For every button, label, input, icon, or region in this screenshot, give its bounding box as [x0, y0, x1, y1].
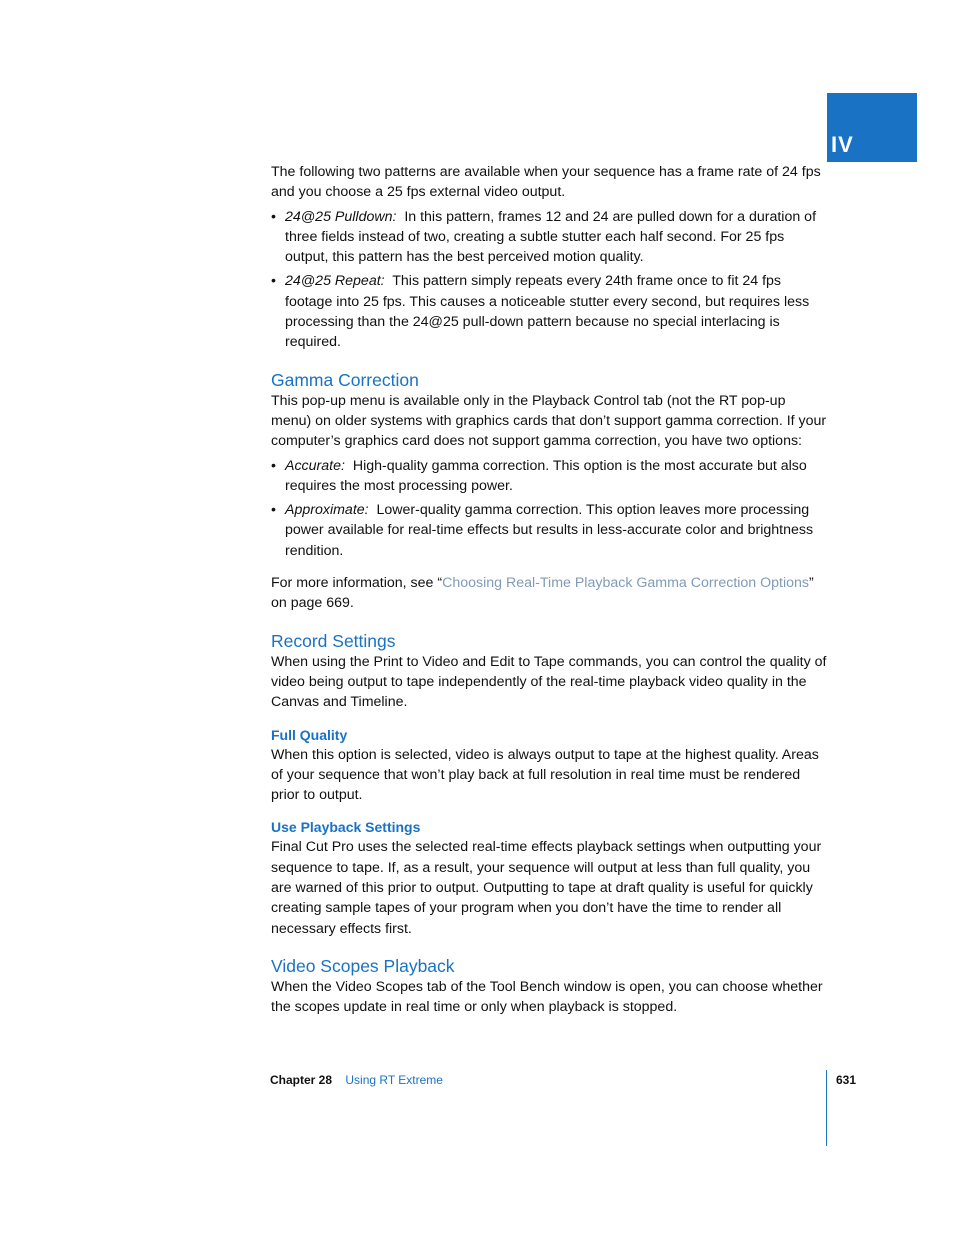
full-quality-paragraph: When this option is selected, video is always output to tape at the highest quality. Areas of your sequence that won’t play back at full resolution in real time must be rendered prior to output. [271, 746, 819, 804]
bullet-icon: • [271, 457, 276, 474]
bullet-icon: • [271, 502, 276, 519]
record-paragraph: When using the Print to Video and Edit to Tape commands, you can control the quality of video being output to tape independently of the real-time playback video quality in the Canvas and Timeline. [271, 653, 827, 711]
list-item [271, 207, 827, 268]
bullet-icon: • [271, 208, 276, 225]
full-quality-heading: Full Quality [271, 726, 348, 743]
list-item-text: In this pattern, frames 12 and 24 are pulled down for a duration of three fields instead of two, creating a subtle stutter each half second. For 25 fps output, this pattern has the best perceived motion quality. [285, 208, 817, 266]
pattern-list [271, 207, 827, 353]
more-info-prefix: For more information, see “ [271, 575, 443, 592]
use-playback-settings-heading: Use Playback Settings [271, 819, 421, 836]
list-item [271, 500, 827, 561]
bullet-icon: • [271, 273, 276, 290]
gamma-correction-heading: Gamma Correction [271, 369, 419, 390]
list-item [271, 456, 827, 497]
list-item-term: 24@25 Repeat: [285, 273, 385, 290]
intro-paragraph: The following two patterns are available when your sequence has a frame rate of 24 fps and you choose a 25 fps external video output. [271, 164, 821, 201]
gamma-options-list [271, 456, 827, 561]
list-item [271, 271, 827, 352]
more-info-suffix: ” on page 669. [271, 575, 814, 612]
part-tab [827, 93, 917, 162]
list-item-text: This pattern simply repeats every 24th frame once to fit 24 fps footage into 25 fps. This causes a noticeable stutter every second, but requires less processing than the 24@25 pull-down pattern because no special interlacing is required. [285, 273, 810, 351]
list-item-term: Accurate: [285, 457, 345, 474]
page-number: 631 [836, 1073, 857, 1087]
more-info-paragraph [271, 573, 827, 614]
list-item-text: High-quality gamma correction. This option is the most accurate but also requires the most processing power. [285, 457, 807, 494]
footer-chapter [270, 1072, 443, 1088]
chapter-label: Chapter 28 [270, 1073, 333, 1087]
main-content [271, 162, 827, 1018]
use-playback-paragraph: Final Cut Pro uses the selected real-time effects playback settings when outputting your sequence to tape. If, as a result, your sequence will output at less than full quality, you are warned of this prior to output. Outputting to tape at draft quality is useful for quickly creating sample tapes of your program when you don’t have the time to render all necessary effects first. [271, 839, 822, 937]
gamma-paragraph: This pop-up menu is available only in the Playback Control tab (not the RT pop-up menu) on older systems with graphics cards that don’t support gamma correction. If your computer’s graphics card does not support gamma correction, you have two options: [271, 392, 827, 450]
list-item-term: 24@25 Pulldown: [285, 208, 397, 225]
list-item-term: Approximate: [285, 502, 369, 519]
video-scopes-paragraph: When the Video Scopes tab of the Tool Bench window is open, you can choose whether the scopes update in real time or only when playback is stopped. [271, 978, 823, 1016]
cross-reference-link[interactable]: Choosing Real-Time Playback Gamma Correction Options [442, 575, 810, 592]
chapter-title: Using RT Extreme [345, 1073, 443, 1087]
video-scopes-heading: Video Scopes Playback [271, 955, 455, 976]
record-settings-heading: Record Settings [271, 630, 396, 651]
part-tab-label: IV [831, 132, 854, 157]
footer-divider [826, 1070, 827, 1146]
list-item-text: Lower-quality gamma correction. This option leaves more processing power available for real-time effects but results in less-accurate color and brightness rendition. [285, 502, 814, 559]
